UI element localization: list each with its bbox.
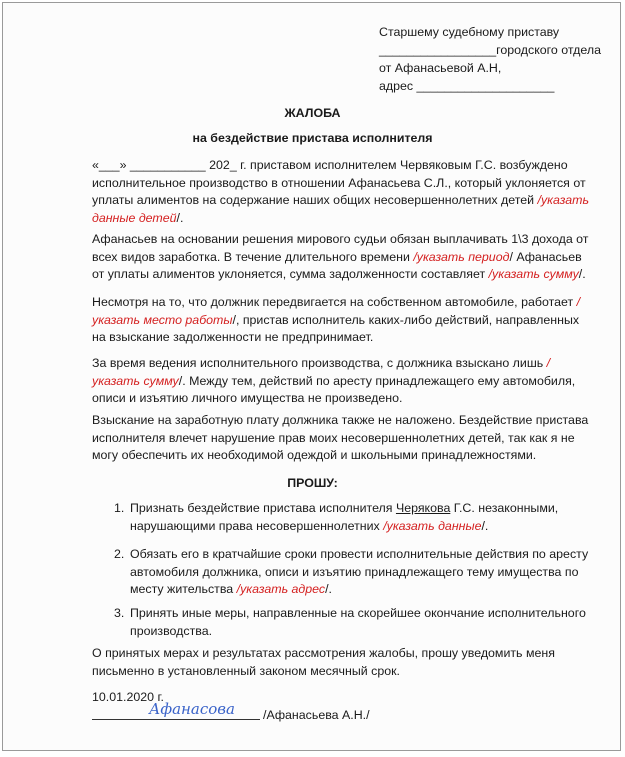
paragraph-2-text-2: / Афанасьев от уплаты алиментов уклоняется, сумма задолженности составляет [92, 249, 582, 281]
request-2-text-2: /. [325, 582, 332, 596]
closing-paragraph: О принятых мерах и результатах рассмотрения жалобы, прошу уведомить меня письменно в установленный законом месячный срок. [92, 646, 555, 678]
request-item-3 [92, 605, 592, 640]
document-subtitle: на бездействие пристава исполнителя [192, 131, 433, 145]
document-date: 10.01.2020 г. [92, 690, 164, 704]
placeholder-workplace: /указать место работы [92, 295, 581, 327]
paragraph-4-text-2: /. Между тем, действий по аресту принадлежащего ему автомобиля, описи и изъятию личного имущества не произведено. [92, 373, 576, 405]
paragraph-5: Взыскание на заработную плату должника также не наложено. Бездействие пристава исполнителя влечет нарушение прав моих несовершеннолетних детей, так как я не могу обеспечить их необходимой одеждой и школьными принадлежностями. [92, 413, 589, 462]
placeholder-collected-sum: /указать сумму [92, 356, 551, 388]
placeholder-children-data: /указать данные детей [92, 193, 589, 225]
paragraph-3-text-2: /, пристав исполнитель каких-либо действий, направленных на взыскание задолженности не предпринимает. [92, 312, 580, 344]
paragraph-1-text-1: «___» ___________ 202_ г. приставом исполнителем Червяковым Г.С. возбуждено исполнительное производство в отношении Афанасьева С.Л., который уклоняется от уплаты алиментов на содержание наших общих несовершеннолетних детей [92, 158, 586, 207]
placeholder-sum: /указать сумму [488, 267, 579, 281]
paragraph-3-text-1: Несмотря на то, что должник передвигается на собственном автомобиле, работает [92, 295, 577, 309]
paragraph-2-text-1: Афанасьев на основании решения мирового судьи обязан выплачивать 1\3 дохода от всех видов заработка. В течение длительного времени [92, 232, 589, 264]
request-number-2: 2. [114, 547, 125, 561]
request-1-underlined-name: Черякова [395, 501, 451, 515]
request-number-1: 1. [114, 501, 125, 515]
document-page [2, 2, 621, 751]
addressee-line-3: от Афанасьевой А.Н, [379, 61, 502, 75]
placeholder-request-data: /указать данные [383, 518, 482, 533]
placeholder-period: /указать период [413, 249, 510, 264]
paragraph-1 [92, 157, 592, 227]
addressee-block [379, 23, 609, 95]
signatory-name: /Афанасьева А.Н./ [263, 708, 370, 722]
request-1-text-1: Признать бездействие пристава исполнителя [130, 501, 396, 515]
addressee-line-2: _________________городского отдела [379, 43, 601, 57]
request-2-text-1: Обязать его в кратчайшие сроки провести исполнительные действия по аресту автомобиля должника, описи и изъятию принадлежащего тему имущества по месту жительства [130, 547, 589, 596]
signature-line [92, 719, 260, 720]
request-item-2 [92, 546, 592, 599]
handwritten-signature: Афанасова [149, 700, 235, 718]
request-1-text-3: /. [481, 518, 489, 533]
paragraph-4-text-1: За время ведения исполнительного производства, с должника взыскано лишь [92, 356, 547, 370]
paragraph-1-text-2: /. [176, 210, 184, 225]
document-title: ЖАЛОБА [284, 106, 341, 120]
paragraph-4 [92, 355, 592, 408]
addressee-line-4: адрес ____________________ [379, 79, 555, 93]
placeholder-address: /указать адрес [236, 582, 326, 596]
addressee-line-1: Старшему судебному приставу [379, 25, 560, 39]
request-heading: ПРОШУ: [287, 476, 338, 490]
paragraph-2 [92, 231, 592, 284]
paragraph-2-text-3: /. [578, 267, 586, 281]
request-3-text-1: Принять иные меры, направленные на скорейшее окончание исполнительного производства. [130, 606, 586, 638]
request-item-1 [92, 500, 592, 535]
paragraph-3 [92, 294, 592, 347]
request-1-text-2: Г.С. незаконными, нарушающими права несовершеннолетних [130, 501, 559, 533]
request-number-3: 3. [114, 606, 125, 620]
